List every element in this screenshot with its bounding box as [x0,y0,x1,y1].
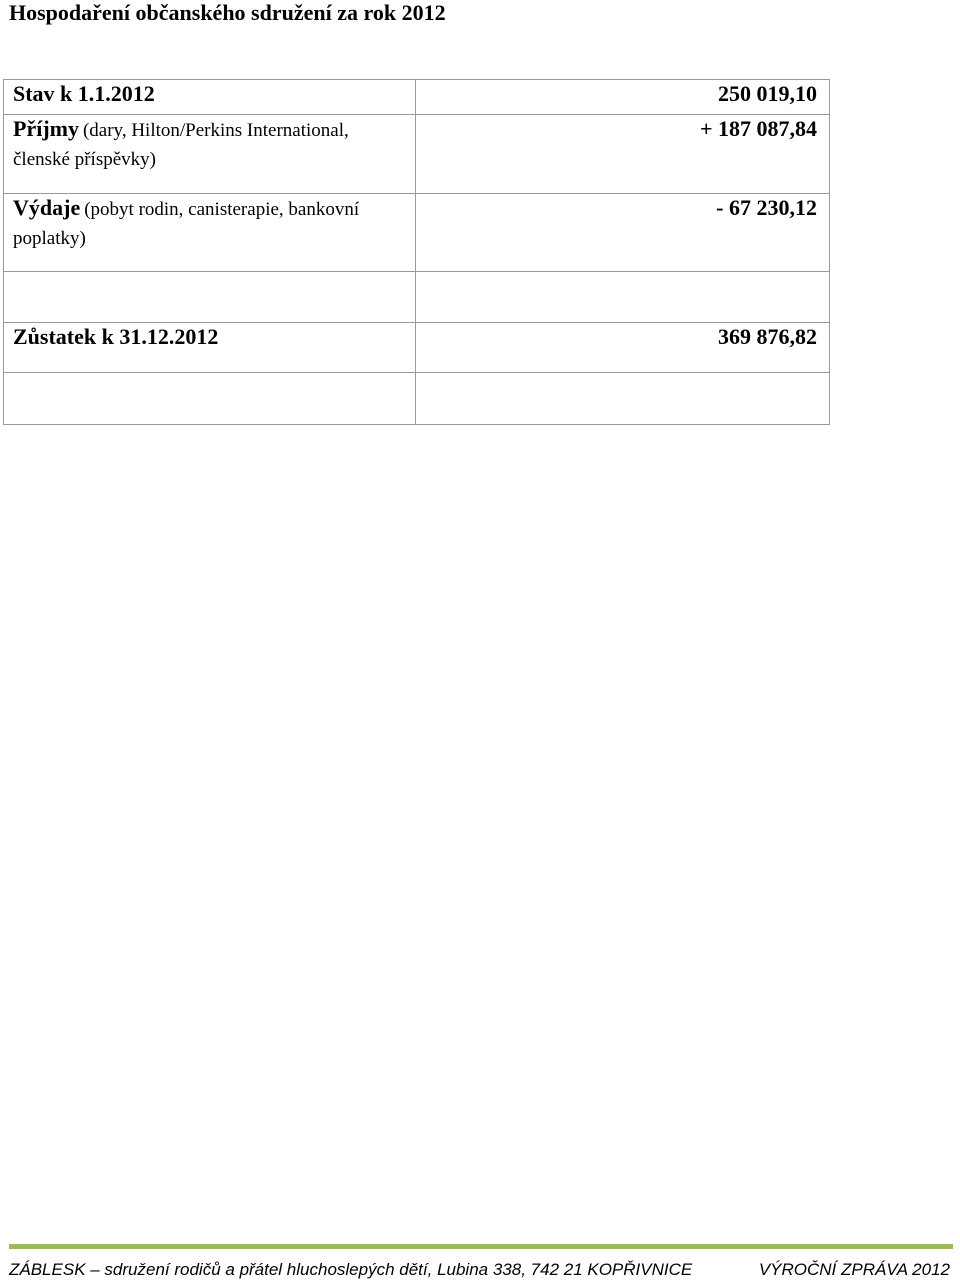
income-note: (dary, Hilton/Perkins International, členské příspěvky) [13,120,349,170]
expenses-label: Výdaje [13,195,81,220]
table-row-opening [4,80,830,115]
income-label-cell [4,115,416,194]
empty-cell [416,272,830,323]
opening-amount: 250 019,10 [416,80,830,115]
expenses-label-cell [4,194,416,272]
income-label: Příjmy [13,116,79,141]
table-row-expenses [4,194,830,272]
closing-amount: 369 876,82 [416,323,830,373]
empty-cell [4,272,416,323]
opening-label-cell [4,80,416,115]
expenses-amount: - 67 230,12 [416,194,830,272]
expenses-note: (pobyt rodin, canisterapie, bankovní poplatky) [13,199,360,249]
footer-rule [9,1244,953,1249]
income-amount: + 187 087,84 [416,115,830,194]
footer-organization: ZÁBLESK – sdružení rodičů a přátel hluchoslepých dětí, Lubina 338, 742 21 KOPŘIVNICE [9,1260,693,1279]
table-row-closing [4,323,830,373]
opening-label: Stav k 1.1.2012 [13,81,155,106]
closing-label: Zůstatek k 31.12.2012 [13,324,219,349]
closing-label-cell [4,323,416,373]
table-row-empty [4,373,830,425]
empty-cell [4,373,416,425]
table-row-income [4,115,830,194]
table-row-empty [4,272,830,323]
empty-cell [416,373,830,425]
finance-table [3,79,830,425]
footer-report-title: VÝROČNÍ ZPRÁVA 2012 [758,1260,950,1279]
page-title: Hospodaření občanského sdružení za rok 2012 [9,0,446,25]
